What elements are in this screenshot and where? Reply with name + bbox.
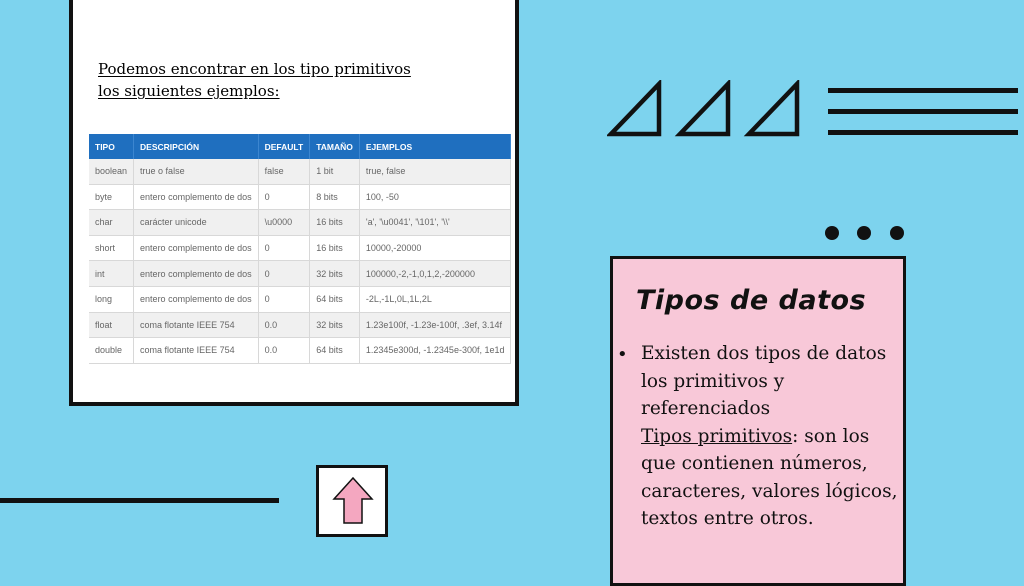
intro-text (98, 58, 458, 102)
card-title: Tipos de datos (636, 285, 867, 316)
table-row (89, 312, 511, 338)
table-cell: coma flotante IEEE 754 (134, 338, 259, 364)
table-row (89, 338, 511, 364)
table-cell: 32 bits (310, 261, 360, 287)
table-cell: 0 (258, 286, 310, 312)
table-cell: entero complemento de dos (134, 235, 259, 261)
table-cell: 64 bits (310, 286, 360, 312)
column-header: DESCRIPCIÓN (134, 134, 259, 159)
bullet-icon: • (617, 344, 628, 365)
table-row (89, 210, 511, 236)
intro-line-2: los siguientes ejemplos: (98, 82, 280, 100)
column-header: TIPO (89, 134, 134, 159)
horizontal-lines-decoration (828, 88, 1018, 142)
table-cell: entero complemento de dos (134, 261, 259, 287)
column-header: TAMAÑO (310, 134, 360, 159)
table-cell: 1.23e100f, -1.23e-100f, .3ef, 3.14f (359, 312, 511, 338)
card-text-part-1: Existen dos tipos de datos los primitivos y referenciados (641, 343, 887, 419)
ellipsis-icon (824, 223, 908, 247)
table-cell: entero complemento de dos (134, 184, 259, 210)
table-cell: entero complemento de dos (134, 286, 259, 312)
column-header: EJEMPLOS (359, 134, 511, 159)
table-cell: 64 bits (310, 338, 360, 364)
table-cell: true, false (359, 159, 511, 184)
table-cell: 10000,-20000 (359, 235, 511, 261)
table-cell: 'a', '\u0041', '\101', '\\' (359, 210, 511, 236)
primitive-types-table (89, 134, 505, 364)
table-row (89, 184, 511, 210)
table-cell: 1.2345e300d, -1.2345e-300f, 1e1d (359, 338, 511, 364)
triangle-icon (611, 84, 659, 134)
table-cell: 16 bits (310, 235, 360, 261)
table-cell: -2L,-1L,0L,1L,2L (359, 286, 511, 312)
table-cell: long (89, 286, 134, 312)
table-cell: char (89, 210, 134, 236)
card-body (641, 340, 903, 533)
table-cell: coma flotante IEEE 754 (134, 312, 259, 338)
table-cell: 0 (258, 261, 310, 287)
table-header-row (89, 134, 511, 159)
triangle-icon (680, 84, 728, 134)
table-row (89, 261, 511, 287)
table-row (89, 286, 511, 312)
table-cell: int (89, 261, 134, 287)
table-row (89, 235, 511, 261)
table-cell: 0.0 (258, 312, 310, 338)
table-cell: byte (89, 184, 134, 210)
triangle-icon (749, 84, 797, 134)
table-cell: 16 bits (310, 210, 360, 236)
card-text-underlined: Tipos primitivos (641, 425, 793, 447)
scroll-up-button[interactable] (316, 465, 388, 537)
table-cell: 8 bits (310, 184, 360, 210)
table-cell: 1 bit (310, 159, 360, 184)
table-cell: boolean (89, 159, 134, 184)
table-cell: false (258, 159, 310, 184)
table-row (89, 159, 511, 184)
intro-line-1: Podemos encontrar en los tipo primitivos (98, 60, 411, 78)
table-cell: 0 (258, 235, 310, 261)
table-cell: true o false (134, 159, 259, 184)
triangle-decoration (607, 80, 803, 142)
table-cell: 0 (258, 184, 310, 210)
arrow-up-icon (332, 475, 374, 527)
table-cell: 32 bits (310, 312, 360, 338)
table-cell: float (89, 312, 134, 338)
card-text-part-2: : son los que contienen números, caracteres, valores lógicos, textos entre otros. (641, 425, 898, 529)
table-cell: short (89, 235, 134, 261)
column-header: DEFAULT (258, 134, 310, 159)
table-cell: \u0000 (258, 210, 310, 236)
bottom-divider (0, 498, 279, 503)
table-cell: 0.0 (258, 338, 310, 364)
table-cell: carácter unicode (134, 210, 259, 236)
table-cell: double (89, 338, 134, 364)
table-cell: 100000,-2,-1,0,1,2,-200000 (359, 261, 511, 287)
table-cell: 100, -50 (359, 184, 511, 210)
